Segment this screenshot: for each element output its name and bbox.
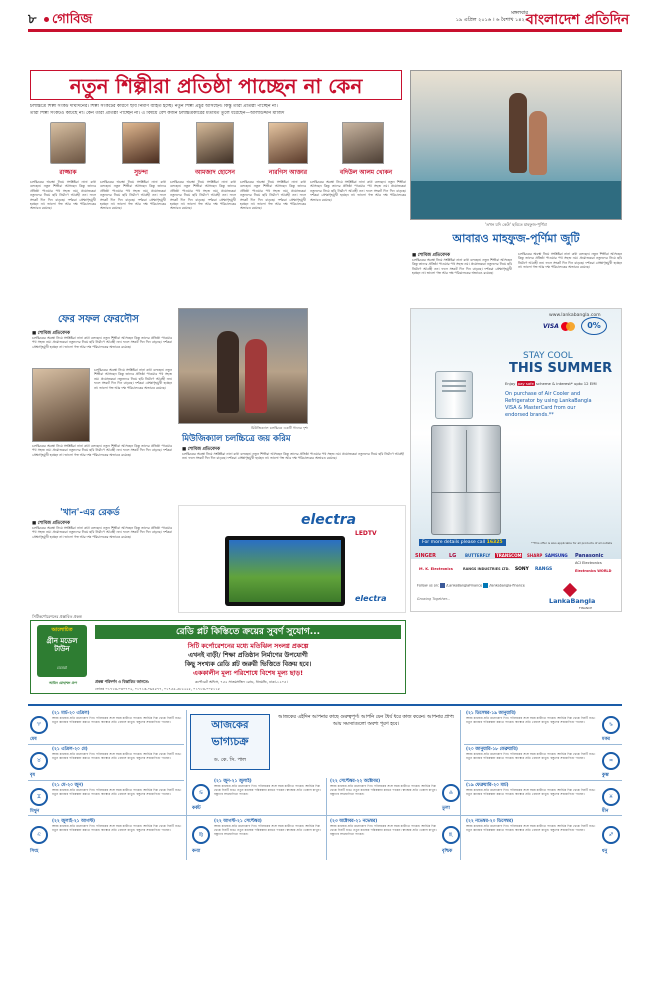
- leo-icon: ♌: [30, 826, 48, 844]
- rashi-makar: [464, 710, 622, 742]
- follow-label: Follow us on:: [417, 583, 440, 588]
- rashi-dhanu-name: ধনু: [602, 849, 608, 854]
- rashi-dhanu-range: (২২ নভেম্বর-২০ ডিসেম্বর): [466, 819, 514, 824]
- musical-body: চলচ্চিত্রের অবস্থা নিয়ে সংশ্লিষ্টরা নানা কথা বলছেন। নতুন শিল্পীরা আসছেন কিন্তু তাদের প্রতিষ্ঠা পাওয়ার পথ সহজ নয়। প্রযোজকরা নতুনদের নিয়ে ছবি নির্মাণে আগ্রহী নন। ফলে সংকট দিন দিন বাড়ছে। দর্শকরা প্রেক্ষাগৃহমুখী হচ্ছেন না। ভালো গল্প আর দক্ষ পরিচালকের অভাবও রয়েছে।: [182, 452, 404, 461]
- header-day: মঙ্গলবার: [511, 10, 528, 16]
- badge-top: আলোচিত: [51, 627, 73, 633]
- rashi-brisha-range: (২১ এপ্রিল-২০ মে): [52, 747, 88, 752]
- mahfuz-body-col-1: চলচ্চিত্রের অবস্থা নিয়ে সংশ্লিষ্টরা নানা কথা বলছেন। নতুন শিল্পীরা আসছেন কিন্তু তাদের প্রতিষ্ঠা পাওয়ার পথ সহজ নয়। প্রযোজকরা নতুনদের নিয়ে ছবি নির্মাণে আগ্রহী নন। ফলে সংকট দিন দিন বাড়ছে। দর্শকরা প্রেক্ষাগৃহমুখী হচ্ছেন না। ভালো গল্প আর দক্ষ পরিচালকের অভাবও রয়েছে।: [412, 258, 512, 276]
- zero-pct-badge: 0%: [581, 317, 607, 335]
- brand-strip: [415, 553, 619, 579]
- badge-main: গ্রীন মডেল টাউন: [46, 637, 78, 653]
- page-number: ৮: [28, 12, 37, 27]
- realestate-line-1: সিটি কর্পোরেশনের মধ্যে মতিঝিল সংলগ্ন প্রকল্পে: [187, 642, 309, 650]
- facebook-icon[interactable]: [440, 583, 445, 588]
- musical-figure-2: [245, 339, 267, 413]
- enjoy-word: Enjoy: [505, 381, 516, 386]
- contact-phone[interactable]: ফোনঃ ০১৭১৩-০৩০৭০২, ০১৭১৩-০৬৪৫৭৭, ০১৭৫৫-৫৮২২২৫, ০১৭১৩-০০৮১১৮: [95, 687, 221, 691]
- aquarius-icon: ♒: [602, 752, 620, 770]
- lead-headline: নতুন শিল্পীরা প্রতিষ্ঠা পাচ্ছেন না কেন: [69, 74, 363, 98]
- enjoy-line: [505, 381, 621, 386]
- brand-electronics-world: Electronics WORLD: [575, 569, 612, 573]
- electra-logo-small: electra: [355, 594, 387, 603]
- contact-label: প্রকল্প পরিদর্শন ও বিস্তারিত জানতে:: [95, 679, 150, 684]
- rashi-brisha-name: বৃষ: [30, 773, 35, 778]
- horoscope-title-1: আজকের: [211, 720, 249, 731]
- horoscope-intro: আজকের এইদিন আপনার কাছে গুরুত্বপূর্ণ। আপনি যেন ধৈর্য ধরে কাজ করেন। আপনার প্রাপ্য আয় সমস্যাগুলো অবশ্য পূরণ হবে।: [278, 715, 454, 727]
- visa-badge: VISA: [543, 323, 559, 330]
- rashi-kanya: [190, 818, 324, 858]
- brand-singer: SINGER: [415, 553, 437, 559]
- mahfuz-headline: আবারও মাহফুজ-পূর্ণিমা জুটি: [452, 232, 580, 245]
- person-name-5: বদিউল আলম খোকন: [339, 169, 393, 176]
- khan-headline: 'খান'-এর রেকর্ড: [60, 508, 120, 518]
- rashi-mesh-text: আজ কাজের প্রতি মনোযোগ দিন। পরিবারের সঙ্গে সময় কাটাতে পারেন। আর্থিক দিক থেকে দিনটি শুভ। নতুন কাজের পরিকল্পনা করতে পারেন। স্বাস্থ্যের প্রতি খেয়াল রাখুন। বন্ধুদের সহযোগিতা পাবেন।: [52, 716, 182, 725]
- rashi-brisha: [28, 746, 184, 778]
- cancer-icon: ♋: [192, 784, 210, 802]
- rashi-kumbha-name: কুম্ভ: [602, 773, 609, 778]
- brand-panasonic: Panasonic: [575, 553, 604, 559]
- pool-silhouette-1: [509, 93, 527, 173]
- masthead: বাংলাদেশ প্রতিদিন: [526, 12, 630, 28]
- sagittarius-icon: ♐: [602, 826, 620, 844]
- rashi-makar-text: আজ কাজের প্রতি মনোযোগ দিন। পরিবারের সঙ্গে সময় কাটাতে পারেন। আর্থিক দিক থেকে দিনটি শুভ। নতুন কাজের পরিকল্পনা করতে পারেন। স্বাস্থ্যের প্রতি খেয়াল রাখুন। বন্ধুদের সহযোগিতা পাবেন।: [466, 716, 596, 725]
- rashi-mithun: [28, 782, 184, 814]
- rashi-singha-name: সিংহ: [30, 849, 39, 854]
- person-name-3: আমজাদ হোসেন: [195, 169, 235, 176]
- stay-cool-text: STAY COOL: [523, 351, 573, 361]
- horoscope-divider-3: [326, 778, 327, 860]
- rashi-brishchik-name: বৃশ্চিক: [442, 849, 453, 854]
- rashi-singha: [28, 818, 184, 858]
- brand-rangs-ind: RANGS INDUSTRIES LTD.: [463, 567, 510, 571]
- brand-butterfly: BUTTERFLY: [465, 553, 491, 558]
- portrait-suchanda: [122, 122, 160, 164]
- refrigerator-icon: [431, 425, 501, 535]
- ferdous-body-top: চলচ্চিত্রের অবস্থা নিয়ে সংশ্লিষ্টরা নানা কথা বলছেন। নতুন শিল্পীরা আসছেন কিন্তু তাদের প্রতিষ্ঠা পাওয়ার পথ সহজ নয়। প্রযোজকরা নতুনদের নিয়ে ছবি নির্মাণে আগ্রহী নন। ফলে সংকট দিন দিন বাড়ছে। দর্শকরা প্রেক্ষাগৃহমুখী হচ্ছেন না। ভালো গল্প আর দক্ষ পরিচালকের অভাবও রয়েছে।: [32, 336, 172, 349]
- brand-sharp: SHARP: [527, 553, 543, 558]
- lead-intro-1: চলচ্চিত্রে শিল্পী সংকট দীর্ঘদিনের। শিল্পী সংকটের কারণে ছবি নির্মাণ ব্যাহত হচ্ছে। নতুন শিল্পী প্রচুর আসছেন। কিন্তু তারা প্রতিষ্ঠা পাচ্ছেন না।: [30, 104, 278, 109]
- details-label: For more details please call: [422, 540, 486, 545]
- tv-frame: [225, 536, 345, 606]
- rashi-karkat-name: কর্কট: [192, 806, 201, 811]
- rashi-singha-range: (২২ জুলাই-২১ আগস্ট): [52, 819, 96, 824]
- follow-line: [417, 583, 525, 588]
- rashi-mesh-name: মেষ: [30, 737, 37, 742]
- contact-address: কর্পোরেট অফিস, ৭৫২ সাতমসজিদ রোড, ধানমন্ডি, ঢাকা-১২০৫।: [195, 680, 288, 684]
- gemini-icon: ♊: [30, 788, 48, 806]
- rashi-kumbha: [464, 746, 622, 778]
- ferdous-body-side: চলচ্চিত্রের অবস্থা নিয়ে সংশ্লিষ্টরা নানা কথা বলছেন। নতুন শিল্পীরা আসছেন কিন্তু তাদের প্রতিষ্ঠা পাওয়ার পথ সহজ নয়। প্রযোজকরা নতুনদের নিয়ে ছবি নির্মাণে আগ্রহী নন। ফলে সংকট দিন দিন বাড়ছে। দর্শকরা প্রেক্ষাগৃহমুখী হচ্ছেন না। ভালো গল্প আর দক্ষ পরিচালকের অভাবও রয়েছে।: [94, 368, 172, 390]
- rashi-dhanu: [464, 818, 622, 858]
- air-cooler-icon: [435, 371, 473, 419]
- page-header: [28, 8, 630, 30]
- rashi-min-name: মীন: [602, 809, 609, 814]
- lead-body-col-1: চলচ্চিত্রের অবস্থা নিয়ে সংশ্লিষ্টরা নানা কথা বলছেন। নতুন শিল্পীরা আসছেন কিন্তু তাদের প্রতিষ্ঠা পাওয়ার পথ সহজ নয়। প্রযোজকরা নতুনদের নিয়ে ছবি নির্মাণে আগ্রহী নন। ফলে সংকট দিন দিন বাড়ছে। দর্শকরা প্রেক্ষাগৃহমুখী হচ্ছেন না। ভালো গল্প আর দক্ষ পরিচালকের অভাবও রয়েছে।: [30, 180, 96, 211]
- horoscope-title-box: [190, 714, 270, 770]
- electra-sub: LEDTV: [355, 530, 377, 537]
- rashi-kumbha-range: (২০ জানুয়ারি-১৮ ফেব্রুয়ারি): [466, 747, 518, 752]
- brand-mk: M. K. Electronics: [419, 567, 453, 571]
- person-name-1: রাজ্জাক: [59, 169, 77, 176]
- rashi-dhanu-text: আজ কাজের প্রতি মনোযোগ দিন। পরিবারের সঙ্গে সময় কাটাতে পারেন। আর্থিক দিক থেকে দিনটি শুভ। নতুন কাজের পরিকল্পনা করতে পারেন। স্বাস্থ্যের প্রতি খেয়াল রাখুন। বন্ধুদের সহযোগিতা পাবেন।: [466, 824, 596, 833]
- offer-line-3: VISA & MasterCard from our: [505, 405, 576, 411]
- lb-finance: FINANCE: [579, 606, 593, 610]
- offer-line-4: endorsed brands.**: [505, 412, 554, 418]
- electra-logo: electra: [301, 512, 357, 528]
- rashi-kanya-text: আজ কাজের প্রতি মনোযোগ দিন। পরিবারের সঙ্গে সময় কাটাতে পারেন। আর্থিক দিক থেকে দিনটি শুভ। নতুন কাজের পরিকল্পনা করতে পারেন। স্বাস্থ্যের প্রতি খেয়াল রাখুন। বন্ধুদের সহযোগিতা পাবেন।: [214, 824, 321, 837]
- lead-body-col-5: চলচ্চিত্রের অবস্থা নিয়ে সংশ্লিষ্টরা নানা কথা বলছেন। নতুন শিল্পীরা আসছেন কিন্তু তাদের প্রতিষ্ঠা পাওয়ার পথ সহজ নয়। প্রযোজকরা নতুনদের নিয়ে ছবি নির্মাণে আগ্রহী নন। ফলে সংকট দিন দিন বাড়ছে। দর্শকরা প্রেক্ষাগৃহমুখী হচ্ছেন না। ভালো গল্প আর দক্ষ পরিচালকের অভাবও রয়েছে।: [310, 180, 406, 202]
- person-name-2: সুচন্দা: [134, 169, 148, 176]
- rashi-brisha-text: আজ কাজের প্রতি মনোযোগ দিন। পরিবারের সঙ্গে সময় কাটাতে পারেন। আর্থিক দিক থেকে দিনটি শুভ। নতুন কাজের পরিকল্পনা করতে পারেন। স্বাস্থ্যের প্রতি খেয়াল রাখুন। বন্ধুদের সহযোগিতা পাবেন।: [52, 752, 182, 761]
- horoscope-title-2: ভাগ্যচক্র: [211, 735, 249, 748]
- realestate-ad: [30, 620, 406, 694]
- portrait-razzak: [50, 122, 86, 164]
- rashi-karkat-range: (২১ জুন-২১ জুলাই): [214, 779, 252, 784]
- person-name-4: নারগিস আক্তার: [268, 169, 308, 176]
- realestate-line-2: এখনই বাড়ী/ শিক্ষা প্রতিষ্ঠান নির্মাণের উপযোগী: [188, 651, 308, 659]
- brand-aci: ACI Electronics: [575, 561, 602, 565]
- scheme-text: scheme & interest* upto 12 EMI: [536, 381, 597, 386]
- ferdous-body-bottom: চলচ্চিত্রের অবস্থা নিয়ে সংশ্লিষ্টরা নানা কথা বলছেন। নতুন শিল্পীরা আসছেন কিন্তু তাদের প্রতিষ্ঠা পাওয়ার পথ সহজ নয়। প্রযোজকরা নতুনদের নিয়ে ছবি নির্মাণে আগ্রহী নন। ফলে সংকট দিন দিন বাড়ছে। দর্শকরা প্রেক্ষাগৃহমুখী হচ্ছেন না। ভালো গল্প আর দক্ষ পরিচালকের অভাবও রয়েছে।: [32, 444, 172, 457]
- lead-portraits: [30, 122, 406, 178]
- pool-silhouette-2: [529, 111, 547, 175]
- brand-rangs: RANGS: [535, 567, 553, 572]
- facebook-handle[interactable]: /LankaBanglaFinance: [446, 583, 483, 588]
- rashi-min-range: (১৯ ফেব্রুয়ারি-২০ মার্চ): [466, 783, 509, 788]
- virgo-icon: ♍: [192, 826, 210, 844]
- company-name: আমিন মোহাম্মদ গ্রুপ: [49, 681, 77, 685]
- lead-body-col-4: চলচ্চিত্রের অবস্থা নিয়ে সংশ্লিষ্টরা নানা কথা বলছেন। নতুন শিল্পীরা আসছেন কিন্তু তাদের প্রতিষ্ঠা পাওয়ার পথ সহজ নয়। প্রযোজকরা নতুনদের নিয়ে ছবি নির্মাণে আগ্রহী নন। ফলে সংকট দিন দিন বাড়ছে। দর্শকরা প্রেক্ষাগৃহমুখী হচ্ছেন না। ভালো গল্প আর দক্ষ পরিচালকের অভাবও রয়েছে।: [240, 180, 306, 211]
- rashi-mesh-range: (২১ মার্চ-২০ এপ্রিল): [52, 711, 90, 716]
- rashi-kanya-range: (২২ আগস্ট-২১ সেপ্টেম্বর): [214, 819, 262, 824]
- rashi-tula-text: আজ কাজের প্রতি মনোযোগ দিন। পরিবারের সঙ্গে সময় কাটাতে পারেন। আর্থিক দিক থেকে দিনটি শুভ। নতুন কাজের পরিকল্পনা করতে পারেন। স্বাস্থ্যের প্রতি খেয়াল রাখুন। বন্ধুদের সহযোগিতা পাবেন।: [330, 784, 437, 797]
- rashi-min: [464, 782, 622, 814]
- offer-line-2: Refrigerator by using LankaBangla: [505, 398, 592, 404]
- khan-byline: ■ শোবিজ প্রতিবেদক: [32, 521, 70, 526]
- horoscope-divider-4: [28, 815, 622, 816]
- realestate-caption: সিটিকর্পোরেশনের প্রস্তাবিত প্রকল্প: [32, 614, 82, 619]
- lankabangla-ad: [410, 308, 622, 612]
- rashi-makar-range: (২১ ডিসেম্বর-১৯ জানুয়ারি): [466, 711, 516, 716]
- header-rule: [28, 29, 622, 32]
- horoscope-divider-8: [464, 780, 622, 781]
- ferdous-photo: [32, 368, 90, 442]
- horoscope-section: [28, 704, 622, 976]
- rashi-kumbha-text: আজ কাজের প্রতি মনোযোগ দিন। পরিবারের সঙ্গে সময় কাটাতে পারেন। আর্থিক দিক থেকে দিনটি শুভ। নতুন কাজের পরিকল্পনা করতে পারেন। স্বাস্থ্যের প্রতি খেয়াল রাখুন। বন্ধুদের সহযোগিতা পাবেন।: [466, 752, 596, 761]
- rashi-mithun-name: মিথুন: [30, 809, 40, 814]
- rashi-brishchik-text: আজ কাজের প্রতি মনোযোগ দিন। পরিবারের সঙ্গে সময় কাটাতে পারেন। আর্থিক দিক থেকে দিনটি শুভ। নতুন কাজের পরিকল্পনা করতে পারেন। স্বাস্থ্যের প্রতি খেয়াল রাখুন। বন্ধুদের সহযোগিতা পাবেন।: [330, 824, 437, 837]
- khan-body: চলচ্চিত্রের অবস্থা নিয়ে সংশ্লিষ্টরা নানা কথা বলছেন। নতুন শিল্পীরা আসছেন কিন্তু তাদের প্রতিষ্ঠা পাওয়ার পথ সহজ নয়। প্রযোজকরা নতুনদের নিয়ে ছবি নির্মাণে আগ্রহী নন। ফলে সংকট দিন দিন বাড়ছে। দর্শকরা প্রেক্ষাগৃহমুখী হচ্ছেন না। ভালো গল্প আর দক্ষ পরিচালকের অভাবও রয়েছে।: [32, 526, 172, 539]
- brand-transcom: TRANSCOM: [496, 553, 522, 558]
- brand-samsung: SAMSUNG: [545, 553, 568, 558]
- mahfuz-byline: ■ শোবিজ প্রতিবেদক: [412, 253, 450, 258]
- tv-screen: [229, 540, 341, 602]
- summer-text: THIS SUMMER: [509, 361, 613, 376]
- portrait-amjad: [196, 122, 234, 164]
- brand-sony: SONY: [515, 567, 529, 572]
- badge-bottom: ডেমরা: [56, 665, 68, 670]
- lead-intro-2: তারা শিল্পী সংকটও কাটছে না। কেন তারা প্রতিষ্ঠা পাচ্ছেন না। এ বিষয়ে বেশ কজন চলচ্চিত্রকারের মতামত তুলে ধরেছেন—আলাউদ্দীন মাজিদ: [30, 111, 285, 116]
- capricorn-icon: ♑: [602, 716, 620, 734]
- libra-icon: ♎: [442, 784, 460, 802]
- linkedin-handle[interactable]: /lankabangla-finance: [489, 583, 525, 588]
- paysafe-badge: pay safe: [517, 381, 534, 386]
- horoscope-author: ড. কে. সি. পাল: [213, 757, 247, 763]
- musical-figure-1: [217, 331, 239, 413]
- rashi-min-text: আজ কাজের প্রতি মনোযোগ দিন। পরিবারের সঙ্গে সময় কাটাতে পারেন। আর্থিক দিক থেকে দিনটি শুভ। নতুন কাজের পরিকল্পনা করতে পারেন। স্বাস্থ্যের প্রতি খেয়াল রাখুন। বন্ধুদের সহযোগিতা পাবেন।: [466, 788, 596, 797]
- ferdous-headline: ফের সফল ফেরদৌস: [58, 314, 139, 325]
- lb-logo: LankaBangla: [549, 597, 596, 605]
- rashi-makar-name: মকর: [602, 737, 610, 742]
- taurus-icon: ♉: [30, 752, 48, 770]
- rashi-tula: [328, 778, 462, 812]
- photo-caption-mahfuz: 'তখন যদি কেউ' ছবিতে মাহফুজ-পূর্ণিমা: [485, 222, 547, 227]
- rashi-tula-name: তুলা: [442, 806, 450, 811]
- rashi-karkat-text: আজ কাজের প্রতি মনোযোগ দিন। পরিবারের সঙ্গে সময় কাটাতে পারেন। আর্থিক দিক থেকে দিনটি শুভ। নতুন কাজের পরিকল্পনা করতে পারেন। স্বাস্থ্যের প্রতি খেয়াল রাখুন। বন্ধুদের সহযোগিতা পাবেন।: [214, 784, 321, 797]
- musical-photo: [178, 308, 308, 424]
- section-dot: [44, 17, 49, 22]
- header-date: ১৯ এপ্রিল ২০১৬ । ৬ বৈশাখ ১৪২৩: [455, 17, 528, 23]
- rashi-mesh: [28, 710, 184, 742]
- lead-body-col-2: চলচ্চিত্রের অবস্থা নিয়ে সংশ্লিষ্টরা নানা কথা বলছেন। নতুন শিল্পীরা আসছেন কিন্তু তাদের প্রতিষ্ঠা পাওয়ার পথ সহজ নয়। প্রযোজকরা নতুনদের নিয়ে ছবি নির্মাণে আগ্রহী নন। ফলে সংকট দিন দিন বাড়ছে। দর্শকরা প্রেক্ষাগৃহমুখী হচ্ছেন না। ভালো গল্প আর দক্ষ পরিচালকের অভাবও রয়েছে।: [100, 180, 166, 211]
- rashi-brishchik: [328, 818, 462, 858]
- lb-url[interactable]: www.lankabangla.com: [549, 313, 601, 318]
- lb-logo-mark: [563, 583, 577, 597]
- horoscope-divider-6: [28, 780, 184, 781]
- ferdous-byline: ■ শোবিজ প্রতিবেদক: [32, 331, 70, 336]
- mahfuz-body-col-2: চলচ্চিত্রের অবস্থা নিয়ে সংশ্লিষ্টরা নানা কথা বলছেন। নতুন শিল্পীরা আসছেন কিন্তু তাদের প্রতিষ্ঠা পাওয়ার পথ সহজ নয়। প্রযোজকরা নতুনদের নিয়ে ছবি নির্মাণে আগ্রহী নন। ফলে সংকট দিন দিন বাড়ছে। দর্শকরা প্রেক্ষাগৃহমুখী হচ্ছেন না। ভালো গল্প আর দক্ষ পরিচালকের অভাবও রয়েছে।: [518, 252, 622, 270]
- portrait-nargis: [268, 122, 308, 164]
- rashi-karkat: [190, 778, 324, 812]
- hotline-number[interactable]: 16325: [486, 540, 503, 545]
- rashi-mithun-text: আজ কাজের প্রতি মনোযোগ দিন। পরিবারের সঙ্গে সময় কাটাতে পারেন। আর্থিক দিক থেকে দিনটি শুভ। নতুন কাজের পরিকল্পনা করতে পারেন। স্বাস্থ্যের প্রতি খেয়াল রাখুন। বন্ধুদের সহযোগিতা পাবেন।: [52, 788, 182, 797]
- model-town-badge: [37, 625, 87, 677]
- rashi-kanya-name: কন্যা: [192, 849, 201, 854]
- offer-line-1: On purchase of Air Cooler and: [505, 391, 581, 397]
- musical-caption: মিউজিক্যাল চলচ্চিত্রে একটি গানের দৃশ্য: [251, 426, 308, 430]
- section-name: গোবিজ: [52, 12, 93, 27]
- lead-body-col-3: চলচ্চিত্রের অবস্থা নিয়ে সংশ্লিষ্টরা নানা কথা বলছেন। নতুন শিল্পীরা আসছেন কিন্তু তাদের প্রতিষ্ঠা পাওয়ার পথ সহজ নয়। প্রযোজকরা নতুনদের নিয়ে ছবি নির্মাণে আগ্রহী নন। ফলে সংকট দিন দিন বাড়ছে। দর্শকরা প্রেক্ষাগৃহমুখী হচ্ছেন না। ভালো গল্প আর দক্ষ পরিচালকের অভাবও রয়েছে।: [170, 180, 236, 211]
- realestate-line-4: এককালীন মূল্য পরিশোধে বিশেষ মূল্য ছাড়!: [192, 669, 303, 677]
- pool-water: [411, 181, 621, 219]
- rashi-tula-range: (২২ সেপ্টেম্বর-২২ অক্টোবর): [330, 779, 381, 784]
- realestate-line-3: কিছু সংখ্যক রেডি প্লট জরুরী ভিত্তিতে বিক্রয় হবে।: [184, 660, 312, 668]
- linkedin-icon[interactable]: [483, 583, 488, 588]
- brand-lg: LG: [449, 553, 457, 559]
- details-line: [419, 539, 506, 546]
- rashi-mithun-range: (২১ মে-২০ জুন): [52, 783, 84, 788]
- horoscope-divider-7: [464, 744, 622, 745]
- tagline: Growing Together...: [417, 597, 451, 601]
- horoscope-divider-1: [186, 710, 187, 860]
- rashi-singha-text: আজ কাজের প্রতি মনোযোগ দিন। পরিবারের সঙ্গে সময় কাটাতে পারেন। আর্থিক দিক থেকে দিনটি শুভ। নতুন কাজের পরিকল্পনা করতে পারেন। স্বাস্থ্যের প্রতি খেয়াল রাখুন। বন্ধুদের সহযোগিতা পাবেন।: [52, 824, 182, 833]
- portrait-badiul: [342, 122, 384, 164]
- scorpio-icon: ♏: [442, 826, 460, 844]
- electra-ad: [178, 505, 406, 613]
- mahfuz-purnima-photo: [410, 70, 622, 220]
- rashi-brishchik-range: (২৩ অক্টোবর-২১ নভেম্বর): [330, 819, 378, 824]
- musical-headline: মিউজিক্যাল চলচ্চিত্রে জয় করিম: [182, 433, 291, 443]
- horoscope-divider-5: [28, 744, 184, 745]
- aries-icon: ♈: [30, 716, 48, 734]
- realestate-headline: রেডি প্লট কিস্তিতে ক্রয়ের সুবর্ণ সুযোগ...: [95, 625, 401, 639]
- offer-footnote: **This offer is also applicable for all products of all outlets: [531, 541, 613, 545]
- horoscope-divider-2: [460, 710, 461, 860]
- mastercard-icon: [561, 322, 575, 331]
- pisces-icon: ♓: [602, 788, 620, 806]
- musical-byline: ■ শোবিজ প্রতিবেদক: [182, 447, 220, 452]
